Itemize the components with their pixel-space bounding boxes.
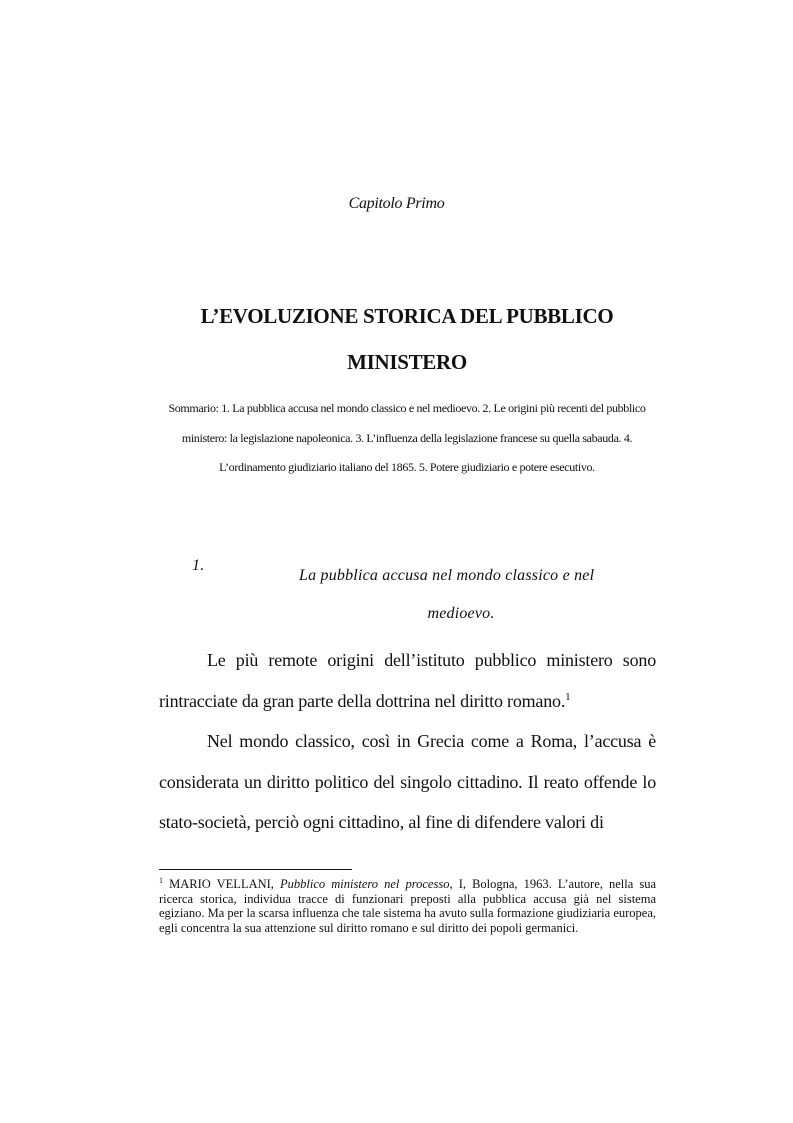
footnote-work-title: Pubblico ministero nel processo	[280, 877, 450, 891]
footnote-reference[interactable]: 1	[565, 690, 571, 703]
body-paragraph-1-text: Le più remote origini dell’istituto pubblico ministero sono rintracciate da gran parte della dottrina nel diritto romano.	[159, 650, 656, 711]
footnote-marker: 1	[159, 875, 163, 885]
section-number: 1.	[192, 557, 205, 574]
chapter-title	[160, 293, 654, 385]
section-heading	[0, 555, 793, 625]
body-text	[159, 640, 656, 843]
footnote-separator	[159, 869, 352, 870]
body-paragraph-1	[159, 640, 656, 721]
chapter-label: Capitolo Primo	[348, 195, 445, 212]
footnote	[159, 877, 656, 935]
chapter-title-line-1: L’EVOLUZIONE STORICA DEL PUBBLICO	[200, 304, 614, 328]
body-paragraph-2: Nel mondo classico, così in Grecia come a Roma, l’accusa è considerata un diritto politico del singolo cittadino. Il reato offende lo stato-società, perciò ogni cittadino, al fine di difendere valori di	[159, 731, 656, 832]
footnote-text: , I, Bologna, 1963. L’autore, nella sua ricerca storica, individua tracce di funzionari preposti alla pubblica accusa già nel sistema egiziano. Ma per la scarsa influenza che tale sistema ha avuto sulla formazione giudiziaria europea, egli concentra la sua attenzione sul diritto romano e sul diritto dei popoli germanici.	[159, 877, 657, 935]
section-title	[299, 557, 629, 633]
chapter-title-line-2: MINISTERO	[347, 350, 467, 374]
section-title-line-2: medioevo.	[427, 605, 495, 622]
chapter-summary: Sommario: 1. La pubblica accusa nel mondo classico e nel medioevo. 2. Le origini più recenti del pubblico ministero: la legislazione napoleonica. 3. L’influenza della legislazione francese su quella sabauda. 4. L’ordinamento giudiziario italiano del 1865. 5. Potere giudiziario e potere esecutivo.	[168, 401, 646, 474]
section-title-line-1: La pubblica accusa nel mondo classico e nel	[299, 567, 595, 584]
footnote-author: MARIO VELLANI,	[169, 877, 281, 891]
